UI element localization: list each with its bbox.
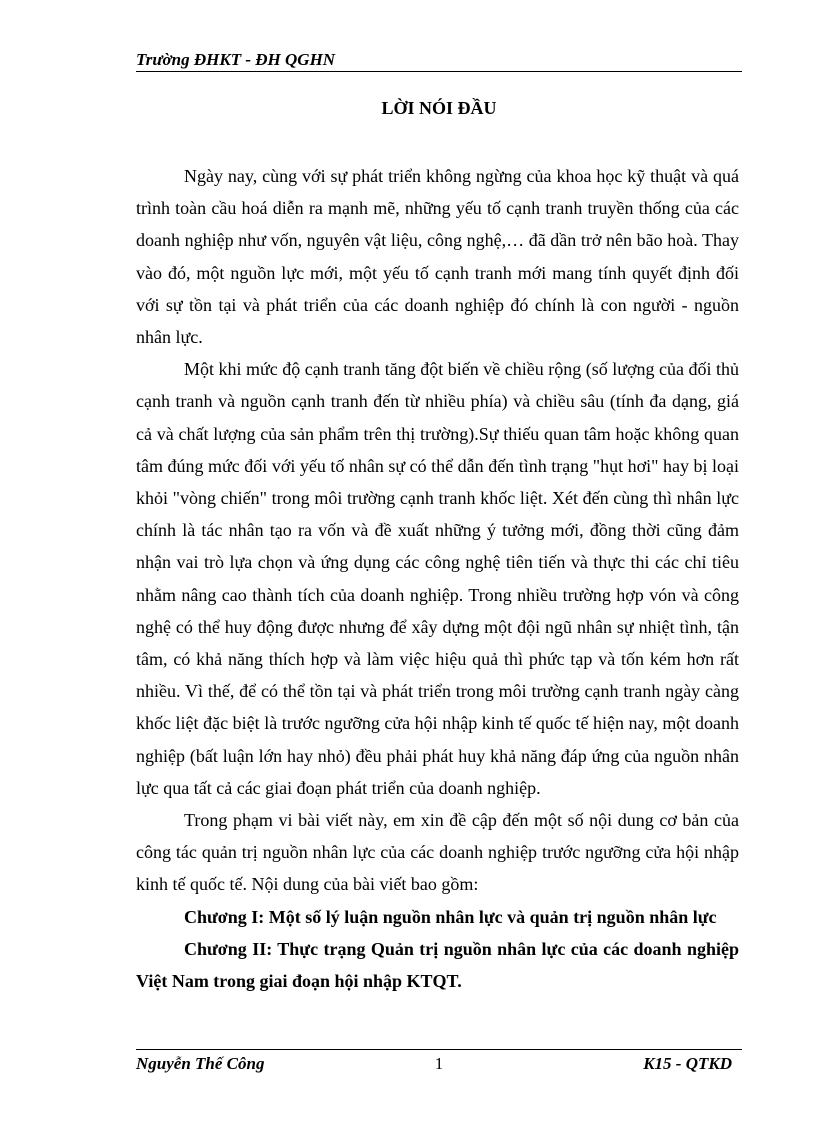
footer-author: Nguyễn Thế Công — [136, 1054, 265, 1073]
page-number: 1 — [434, 1054, 444, 1073]
footer — [136, 1054, 742, 1078]
header-school: Trường ĐHKT - ĐH QGHN — [136, 50, 336, 69]
page-title: LỜI NÓI ĐẦU — [381, 98, 497, 118]
body-text — [136, 160, 739, 997]
paragraph-2: Một khi mức độ cạnh tranh tăng đột biến về chiều rộng (số lượng của đối thủ cạnh tranh và nguồn cạnh tranh đến từ nhiều phía) và chiều sâu (tính đa dạng, giá cả và chất lượng của sản phẩm trên thị trường).Sự thiếu quan tâm hoặc không quan tâm đúng mức đối với yếu tố nhân sự có thể dẫn đến tình trạng "hụt hơi" hay bị loại khỏi "vòng chiến" trong môi trường cạnh tranh khốc liệt. Xét đến cùng thì nhân lực chính là tác nhân tạo ra vốn và đề xuất những ý tưởng mới, đồng thời cũng đảm nhận vai trò lựa chọn và ứng dụng các công nghệ tiên tiến và thực thi các chỉ tiêu nhằm nâng cao thành tích của doanh nghiệp. Trong nhiều trường hợp vón và công nghệ có thể huy động được nhưng để xây dựng một đội ngũ nhân sự nhiệt tình, tận tâm, có khả năng thích hợp và làm việc hiệu quả thì phức tạp và tốn kém hơn rất nhiều. Vì thế, để có thể tồn tại và phát triển trong môi trường cạnh tranh ngày càng khốc liệt đặc biệt là trước ngưỡng cửa hội nhập kinh tế quốc tế hiện nay, một doanh nghiệp (bất luận lớn hay nhỏ) đều phải phát huy khả năng đáp ứng của nguồn nhân lực qua tất cả các giai đoạn phát triển của doanh nghiệp. — [136, 359, 739, 798]
chapter-1: Chương I: Một số lý luận nguồn nhân lực và quản trị nguồn nhân lực — [184, 906, 717, 927]
footer-class: K15 - QTKD — [643, 1054, 732, 1073]
chapter-2: Chương II: Thực trạng Quản trị nguồn nhân lực của các doanh nghiệp Việt Nam trong giai đoạn hội nhập KTQT. — [136, 938, 739, 992]
footer-rule — [136, 1049, 742, 1050]
paragraph-3: Trong phạm vi bài viết này, em xin đề cập đến một số nội dung cơ bản của công tác quản trị nguồn nhân lực của các doanh nghiệp trước ngưỡng cửa hội nhập kinh tế quốc tế. Nội dung của bài viết bao gồm: — [136, 810, 739, 895]
paragraph-1: Ngày nay, cùng với sự phát triển không ngừng của khoa học kỹ thuật và quá trình toàn cầu hoá diễn ra mạnh mẽ, những yếu tố cạnh tranh truyền thống của các doanh nghiệp như vốn, nguyên vật liệu, công nghệ,… đã dần trở nên bão hoà. Thay vào đó, một nguồn lực mới, một yếu tố cạnh tranh mới mang tính quyết định đối với sự tồn tại và phát triển của các doanh nghiệp đó chính là con người - nguồn nhân lực. — [136, 166, 739, 348]
header-rule — [136, 71, 742, 72]
